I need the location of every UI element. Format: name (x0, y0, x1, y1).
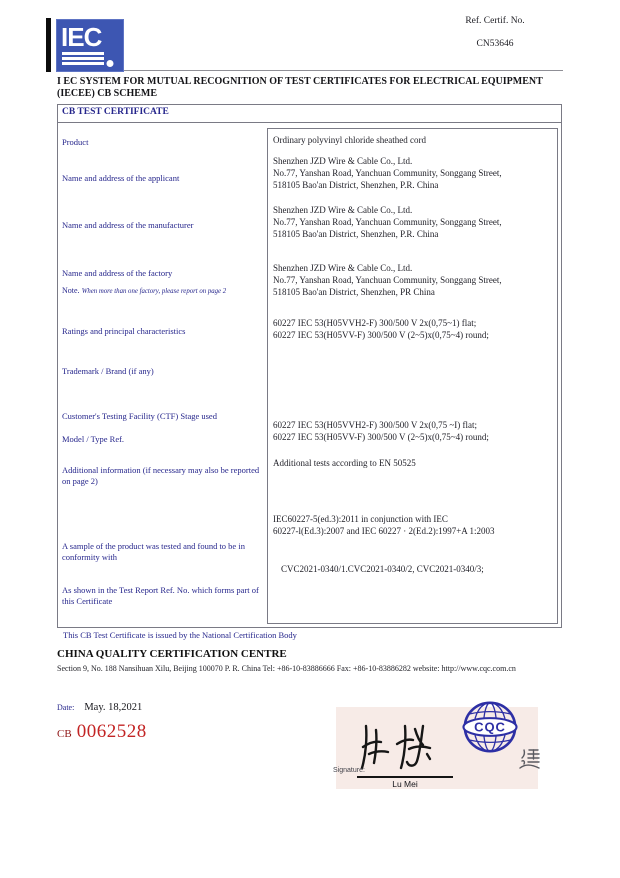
signature-line (357, 776, 453, 778)
value-model (273, 419, 553, 443)
header-divider-line (57, 70, 563, 71)
handwritten-signature (356, 720, 446, 774)
cb-prefix: CB (57, 728, 72, 740)
value-manufacturer-line2: No.77, Yanshan Road, Yanchuan Community, Songgang Street, (273, 217, 502, 227)
scheme-title (57, 76, 565, 99)
value-applicant-line2: No.77, Yanshan Road, Yanchuan Community, Songgang Street, (273, 168, 502, 178)
value-factory-line2: No.77, Yanshan Road, Yanchuan Community, Songgang Street, (273, 275, 502, 285)
certificate-title: CB TEST CERTIFICATE (58, 105, 561, 123)
iec-logo-glyph (56, 19, 124, 72)
label-product: Product (62, 137, 89, 147)
cb-number-row (57, 721, 147, 743)
label-ratings: Ratings and principal characteristics (62, 326, 186, 336)
ref-certif-label: Ref. Certif. No. (465, 16, 525, 26)
value-ratings-line2: 60227 IEC 53(H05VV-F) 300/500 V (2~5)x(0,75~4) round; (273, 330, 489, 340)
iec-logo-text: IEC (61, 22, 102, 52)
label-factory-note (62, 285, 270, 298)
value-manufacturer (273, 204, 553, 240)
certificate-body (58, 123, 561, 628)
value-applicant-line3: 518105 Bao'an District, Shenzhen, P.R. China (273, 180, 439, 190)
label-test-report: As shown in the Test Report Ref. No. which forms part of this Certificate (62, 585, 259, 606)
iec-logo-box (56, 19, 124, 72)
value-factory-line3: 518105 Bao'an District, Shenzhen, PR China (273, 287, 435, 297)
label-model: Model / Type Ref. (62, 434, 125, 444)
ncb-name: CHINA QUALITY CERTIFICATION CENTRE (57, 648, 287, 660)
date-row (57, 697, 142, 715)
cqc-logo (462, 700, 518, 754)
value-conformity (273, 513, 553, 537)
signature-label: Signature: (333, 767, 365, 774)
value-ratings (273, 317, 553, 341)
value-factory (273, 262, 553, 298)
label-applicant: Name and address of the applicant (62, 173, 180, 183)
scheme-title-line2: (IECEE) CB SCHEME (57, 87, 158, 99)
value-manufacturer-line3: 518105 Bao'an District, Shenzhen, P.R. China (273, 229, 439, 239)
label-ctf: Customer's Testing Facility (CTF) Stage used (62, 411, 217, 421)
value-ratings-line1: 60227 IEC 53(H05VVH2-F) 300/500 V 2x(0,75~1) flat; (273, 318, 477, 328)
value-product: Ordinary polyvinyl chloride sheathed cord (273, 135, 426, 145)
value-model-line1: 60227 IEC 53(H05VVH2-F) 300/500 V 2x(0,75 ~I) flat; (273, 420, 478, 430)
factory-note-prefix: Note. (62, 286, 80, 295)
label-factory: Name and address of the factory (62, 268, 173, 278)
cqc-logo-text: CQC (474, 719, 506, 735)
values-column (267, 128, 558, 624)
label-trademark: Trademark / Brand (if any) (62, 366, 154, 376)
value-test-report: CVC2021-0340/1.CVC2021-0340/2, CVC2021-0340/3; (281, 564, 484, 574)
value-applicant-line1: Shenzhen JZD Wire & Cable Co., Ltd. (273, 156, 413, 166)
ref-certif-number: CN53646 (476, 39, 514, 49)
label-conformity: A sample of the product was tested and found to be in conformity with (62, 541, 245, 562)
label-manufacturer: Name and address of the manufacturer (62, 220, 194, 230)
label-additional: Additional information (if necessary may also be reported on page 2) (62, 465, 260, 486)
value-model-line2: 60227 IEC 53(H05VV-F) 300/500 V (2~5)x(0,75~4) round; (273, 432, 489, 442)
date-label: Date: (57, 703, 75, 712)
date-value: May. 18,2021 (84, 702, 143, 713)
value-manufacturer-line1: Shenzhen JZD Wire & Cable Co., Ltd. (273, 205, 413, 215)
factory-note-text: When more than one factory, please report on page 2 (81, 288, 227, 295)
issued-by-statement: This CB Test Certificate is issued by the National Certification Body (63, 630, 297, 640)
scheme-title-line1: I EC SYSTEM FOR MUTUAL RECOGNITION OF TEST CERTIFICATES FOR ELECTRICAL EQUIPMENT (57, 76, 543, 87)
value-factory-line1: Shenzhen JZD Wire & Cable Co., Ltd. (273, 263, 413, 273)
value-conformity-line2: 60227-l(Ed.3):2007 and IEC 60227 · 2(Ed.2):1997+A 1:2003 (273, 526, 495, 536)
signatory-name: Lu Mei (392, 779, 418, 789)
stamp-character-jian (519, 747, 540, 771)
value-conformity-line1: IEC60227-5(ed.3):2011 in conjunction with IEC (273, 514, 448, 524)
iec-logo-left-bar (46, 18, 51, 72)
value-applicant (273, 155, 553, 191)
value-additional: Additional tests according to EN 50525 (273, 458, 416, 468)
certificate-table (57, 104, 562, 628)
iec-logo (46, 18, 126, 72)
cb-number: 0062528 (76, 721, 147, 742)
ncb-address: Section 9, No. 188 Nansihuan Xilu, Beijing 100070 P. R. China Tel: +86-10-83886666 Fax: +86-10-83886282 website: http://www.cqc.com.cn (57, 664, 516, 673)
